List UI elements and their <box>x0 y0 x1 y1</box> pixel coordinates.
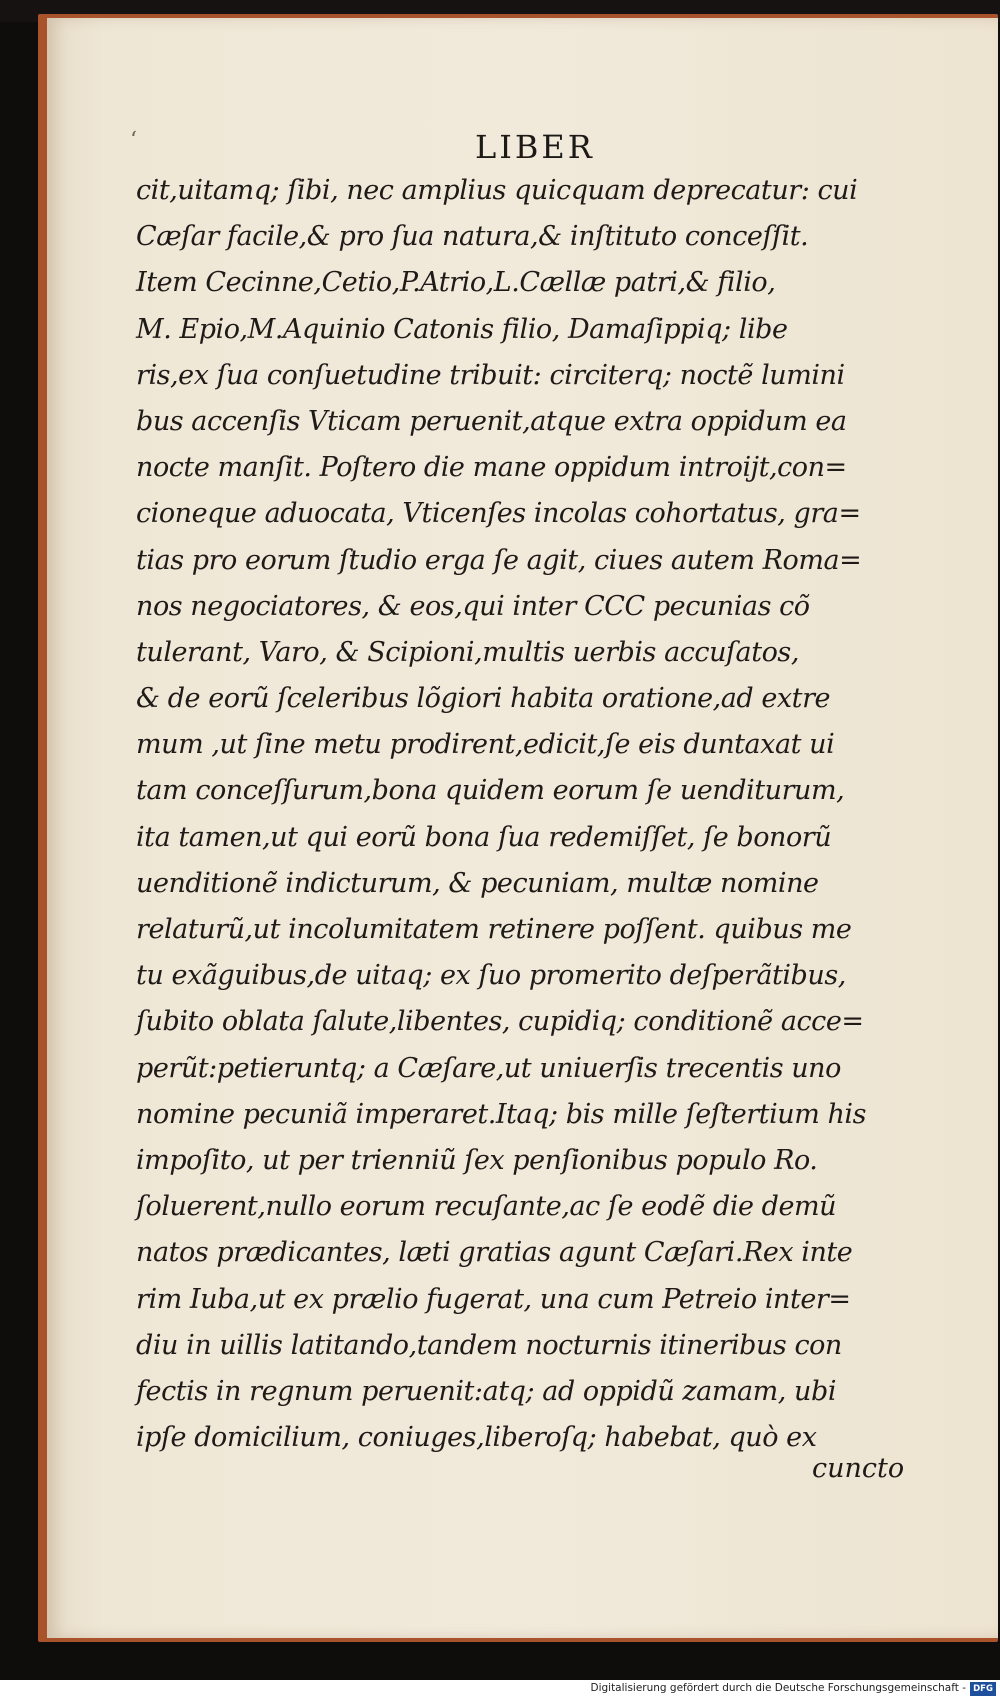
text-line: ſoluerent,nullo eorum recuſante,ac ſe eodẽ die demũ <box>136 1191 837 1223</box>
text-line: ſubito oblata ſalute,libentes, cupidiq; conditionẽ acce= <box>136 1006 864 1038</box>
text-line: ipſe domicilium, coniuges,liberoſq; habebat, quò ex <box>136 1422 817 1454</box>
digitization-credit: Digitalisierung gefördert durch die Deutsche Forschungsgemeinschaft - <box>590 1682 966 1694</box>
text-line: tu exãguibus,de uitaq; ex ſuo promerito deſperãtibus, <box>136 960 846 992</box>
text-line: fectis in regnum peruenit:atq; ad oppidũ zamam, ubi <box>136 1375 836 1407</box>
text-line: ris,ex ſua conſuetudine tribuit: circiterq; noctẽ lumini <box>136 359 845 391</box>
text-line: rim Iuba,ut ex prælio fugerat, una cum Petreio inter= <box>136 1283 851 1315</box>
text-line: cioneque aduocata, Vticenſes incolas cohortatus, gra= <box>136 498 861 530</box>
text-line: nomine pecuniã imperaret.Itaq; bis mille ſeſtertium his <box>136 1098 867 1130</box>
text-line: impoſito, ut per trienniũ ſex penſionibus populo Ro. <box>136 1144 818 1176</box>
text-line: cit,uitamq; ſibi, nec amplius quicquam deprecatur: cui <box>136 175 858 206</box>
text-line: M. Epio,M.Aquinio Catonis filio, Damaſippiq; libe <box>136 313 788 345</box>
text-line: Item Cecinne,Cetio,P.Atrio,L.Cællæ patri,& filio, <box>136 267 776 299</box>
text-line: mum ,ut ſine metu prodirent,edicit,ſe eis duntaxat ui <box>136 729 835 761</box>
text-line: natos prædicantes, læti gratias agunt Cæſari.Rex inte <box>136 1237 853 1269</box>
text-line: nocte manſit. Poſtero die mane oppidum introijt,con= <box>136 452 847 484</box>
text-line: tias pro eorum ſtudio erga ſe agit, ciues autem Roma= <box>136 544 862 576</box>
catchword: cuncto <box>812 1453 905 1484</box>
text-line: tulerant, Varo, & Scipioni,multis uerbis accuſatos, <box>136 636 799 668</box>
dfg-logo: DFG <box>970 1682 996 1696</box>
text-line: diu in uillis latitando,tandem nocturnis itineribus con <box>136 1329 842 1361</box>
text-line: nos negociatores, & eos,qui inter CCC pecunias cõ <box>136 590 810 622</box>
text-block <box>136 168 916 1461</box>
text-line: ita tamen,ut qui eorũ bona ſua redemiſſet, ſe bonorũ <box>136 821 832 853</box>
text-line: bus accenſis Vticam peruenit,atque extra oppidum ea <box>136 405 847 437</box>
text-line: relaturũ,ut incolumitatem retinere poſſent. quibus me <box>136 914 852 945</box>
text-line: uenditionẽ indicturum, & pecuniam, multæ nomine <box>136 867 819 899</box>
running-head: LIBER <box>475 128 595 166</box>
text-line: Cæſar facile,& pro ſua natura,& inſtituto conceſſit. <box>136 221 809 253</box>
text-line: perũt:petieruntq; a Cæſare,ut uniuerſis trecentis uno <box>136 1052 841 1084</box>
text-line: & de eorũ ſceleribus lõgiori habita oratione,ad extre <box>136 683 831 715</box>
marginal-mark: ‘ <box>130 128 137 153</box>
text-line: tam conceſſurum,bona quidem eorum ſe uenditurum, <box>136 775 845 807</box>
